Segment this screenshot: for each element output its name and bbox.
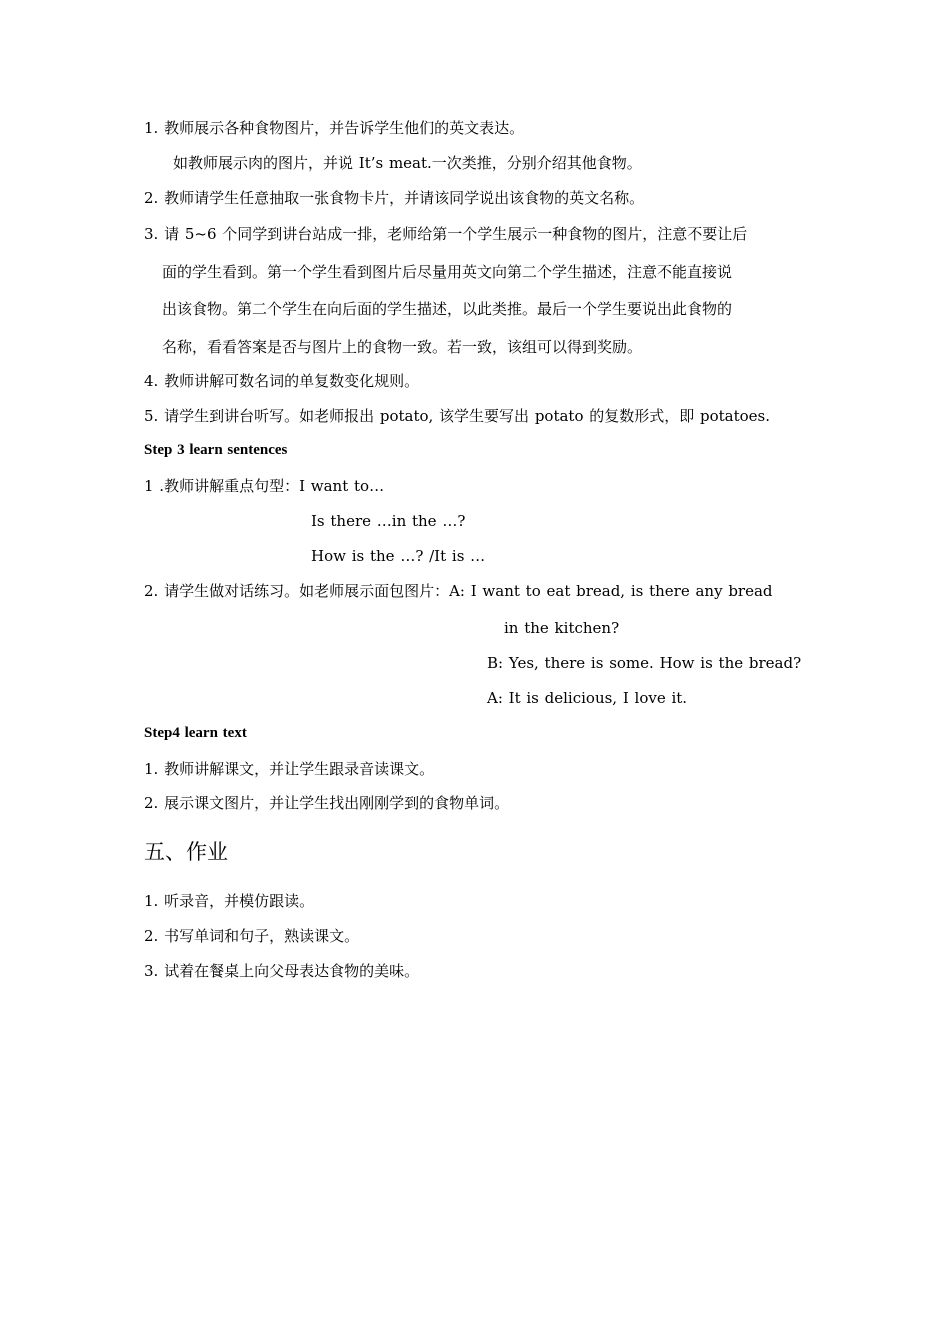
activity-item-1-example: 如教师展示肉的图片，并说 It’s meat.一次类推，分别介绍其他食物。 [173, 154, 642, 172]
step4-title: Step4 learn text [144, 725, 247, 741]
homework-heading: 五、作业 [144, 840, 228, 864]
activity-item-3-line-2: 面的学生看到。第一个学生看到图片后尽量用英文向第二个学生描述，注意不能直接说 [162, 263, 733, 281]
step3-pattern-3: How is the …? /It is … [311, 547, 486, 565]
step3-pattern-2: Is there …in the …? [311, 512, 466, 530]
homework-item-3: 3. 试着在餐桌上向父母表达食物的美味。 [144, 962, 420, 980]
step3-title: Step 3 learn sentences [144, 442, 288, 458]
step4-item-1: 1. 教师讲解课文，并让学生跟录音读课文。 [144, 760, 435, 778]
step3-item-2: 2. 请学生做对话练习。如老师展示面包图片：A: I want to eat bread, is there any bread [144, 582, 773, 600]
activity-item-5: 5. 请学生到讲台听写。如老师报出 potato, 该学生要写出 potato 的复数形式，即 potatoes. [144, 407, 771, 425]
activity-item-3-line-4: 名称，看看答案是否与图片上的食物一致。若一致，该组可以得到奖励。 [162, 338, 643, 356]
dialog-b: B: Yes, there is some. How is the bread? [487, 654, 802, 672]
step3-item-1: 1 .教师讲解重点句型：I want to… [144, 477, 385, 495]
activity-item-1: 1. 教师展示各种食物图片，并告诉学生他们的英文表达。 [144, 119, 525, 137]
dialog-a1-continued: in the kitchen? [504, 619, 620, 637]
activity-item-3-line-3: 出该食物。第二个学生在向后面的学生描述，以此类推。最后一个学生要说出此食物的 [162, 300, 733, 318]
homework-item-2: 2. 书写单词和句子，熟读课文。 [144, 927, 360, 945]
homework-item-1: 1. 听录音，并模仿跟读。 [144, 892, 315, 910]
step4-item-2: 2. 展示课文图片，并让学生找出刚刚学到的食物单词。 [144, 794, 510, 812]
activity-item-4: 4. 教师讲解可数名词的单复数变化规则。 [144, 372, 420, 390]
activity-item-2: 2. 教师请学生任意抽取一张食物卡片，并请该同学说出该食物的英文名称。 [144, 189, 645, 207]
dialog-a2: A: It is delicious, I love it. [487, 689, 688, 707]
activity-item-3-line-1: 3. 请 5~6 个同学到讲台站成一排，老师给第一个学生展示一种食物的图片，注意不要让后 [144, 225, 748, 243]
